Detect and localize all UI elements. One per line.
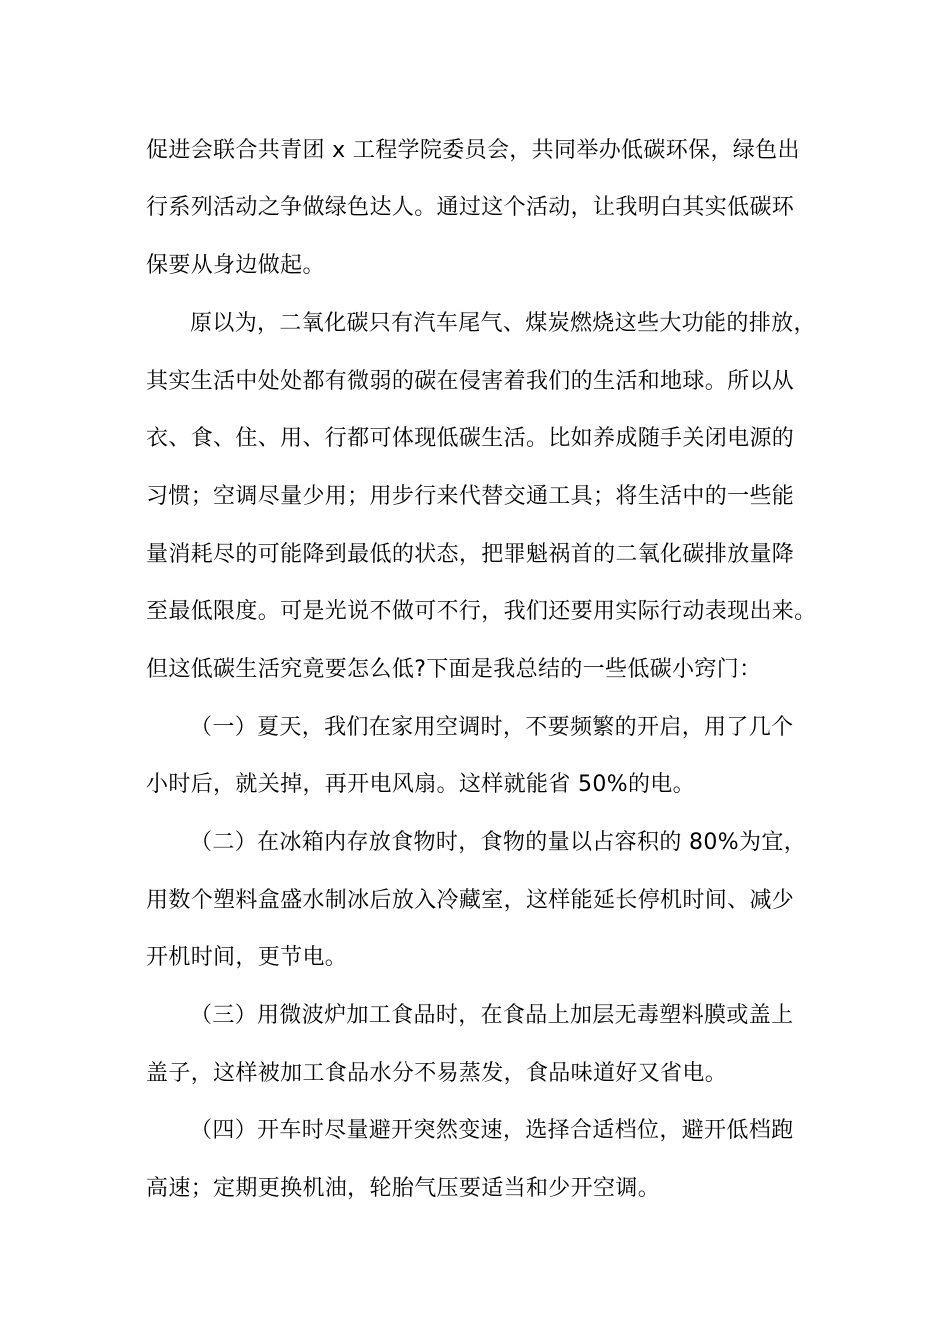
tip-3-line-2: 盖子，这样被加工食品水分不易蒸发，食品味道好又省电。 [146, 1061, 728, 1086]
text-line-1: 促进会联合共青团 x 工程学院委员会，共同举办低碳环保，绿色出 [146, 138, 800, 163]
text-line-5: 其实生活中处处都有微弱的碳在侵害着我们的生活和地球。所以从 [146, 369, 795, 394]
tip-2-line-3: 开机时间，更节电。 [146, 945, 348, 970]
text-line-8: 量消耗尽的可能降到最低的状态，把罪魁祸首的二氧化碳排放量降 [146, 542, 795, 567]
tip-4-line-1: （四）开车时尽量避开突然变速，选择合适档位，避开低档跑 [190, 1118, 794, 1143]
tip-2-line-2: 用数个塑料盒盛水制冰后放入冷藏室，这样能延长停机时间、减少 [146, 888, 795, 913]
text-line-2: 行系列活动之争做绿色达人。通过这个活动，让我明白其实低碳环 [146, 195, 795, 220]
paragraph-start-line-4: 原以为，二氧化碳只有汽车尾气、煤炭燃烧这些大功能的排放， [190, 311, 816, 336]
tip-3-line-1: （三）用微波炉加工食品时，在食品上加层无毒塑料膜或盖上 [190, 1003, 794, 1028]
text-line-9: 至最低限度。可是光说不做可不行，我们还要用实际行动表现出来。 [146, 599, 817, 624]
text-line-10: 但这低碳生活究竟要怎么低?下面是我总结的一些低碳小窍门： [146, 657, 762, 682]
text-line-7: 习惯；空调尽量少用；用步行来代替交通工具；将生活中的一些能 [146, 484, 795, 509]
text-line-6: 衣、食、住、用、行都可体现低碳生活。比如养成随手关闭电源的 [146, 426, 795, 451]
tip-4-line-2: 高速；定期更换机油，轮胎气压要适当和少开空调。 [146, 1176, 661, 1201]
tip-1-line-2: 小时后，就关掉，再开电风扇。这样就能省 50%的电。 [146, 772, 695, 797]
tip-2-line-1: （二）在冰箱内存放食物时，食物的量以占容积的 80%为宜， [190, 830, 807, 855]
tip-1-line-1: （一）夏天，我们在家用空调时，不要频繁的开启，用了几个 [190, 715, 794, 740]
text-line-3: 保要从身边做起。 [146, 253, 325, 278]
